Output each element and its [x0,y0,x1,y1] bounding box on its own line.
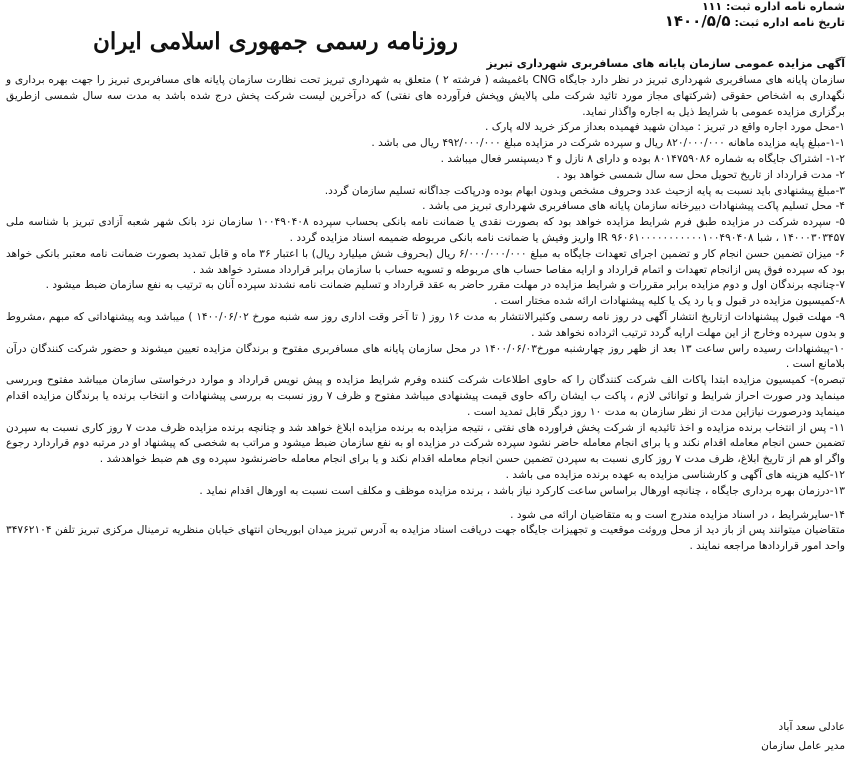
clause-4: ۴- محل تسلیم پاکت پیشنهادات دبیرخانه سازمان پایانه های مسافربری شهرداری تبریز می باشد . [422,200,845,213]
clause-11: ۱۱- پس از انتخاب برنده مزایده و اخذ تائیدیه از شرکت پخش فراورده های نفتی ، نتیجه مزایده به برنده مزایده ابلاغ خواهد شد و چنانچه برنده مزایده ظرف مدت ۷ روز کاری نسبت به سپردن تضمین حسن انجام معامله اقدام نکند و یا برای انجام معامله حاضر نشود سپرده شرکت در مزایده او به نفع سازمان ضبط میشود و مراتب به شخصی که پیشنهاد او در مرتبه دوم قراردارد رجوع واگر او هم از تاریخ ابلاغ، ظرف مدت ۷ روز کاری نسبت به سپردن تضمین حسن انجام معامله اقدام نکند و یا برای انجام معامله حاضرنشود سپرده وی هم ضبط خواهدشد . [6,421,845,466]
intro-paragraph: سازمان پایانه های مسافربری شهرداری تبریز در نظر دارد جایگاه CNG باغمیشه ( فرشته ۲ ) متعلق به شهرداری تبریز تحت نظارت سازمان پایانه های مسافربری تبریز را جهت بهره برداری و نگهداری به اشخاص حقوقی (شرکتهای مجاز مورد تائید شرکت ملی پالایش وپخش فرآورده های نفتی) که درآخرین لیست شرکت پخش درج شده باشد به مدت سه سال شمسی ازطریق برگزاری مزایده عمومی با شرایط ذیل به اجاره واگذار نماید. [6,74,845,118]
registration-info [665,0,845,30]
registration-date-value: ۱۴۰۰/۵/۵ [664,12,731,30]
clause-14: ۱۴-سایرشرایط ، در اسناد مزایده مندرج است و به متقاضیان ارائه می شود . [510,508,845,521]
clause-2: ۲- مدت قرارداد از تاریخ تحویل محل سه سال شمسی خواهد بود . [556,168,845,181]
clause-12: ۱۲-کلیه هزینه های آگهی و کارشناسی مزایده به عهده برنده مزایده می باشد . [505,468,845,481]
registration-number: شماره نامه اداره ثبت: ۱۱۱ [701,0,845,13]
clause-1: ۱-محل مورد اجاره واقع در تبریز : میدان شهید فهمیده بعداز مرکز خرید لاله پارک . [484,121,845,134]
contact-paragraph: متقاضیان میتوانند پس از باز دید از محل وروئت موقعیت و تجهیزات جایگاه جهت دریافت اسناد مزایده به آدرس تبریز میدان ابوریحان انتهای خیابان منظریه ترمینال مرکزی تبریز تلفن ۳۴۷۶۲۱۰۴ واحد امور قراردادها مراجعه نمایند . [6,524,845,553]
clause-5: ۵- سپرده شرکت در مزایده طبق فرم شرایط مزایده خواهد بود که بصورت نقدی یا ضمانت نامه بانکی بحساب سپرده ۱۰۰۴۹۰۴۰۸ سازمان نزد بانک شهر شعبه آزادی تبریز با شناسه ملی ۱۴۰۰۰۳۰۳۴۵۷ ، شبا IR ۹۶۰۶۱۰۰۰۰۰۰۰۰۰۰۰۱۰۰۴۹۰۴۰۸ واریز وفیش یا ضمانت نامه بانکی مربوطه ضمیمه اسناد مزایده گردد . [6,216,845,244]
signature-block [761,718,845,756]
clause-3: ۳-مبلغ پیشنهادی باید نسبت به پایه ازحیث عدد وحروف مشخص وبدون ابهام بوده ودرپاکت جداگانه تسلیم سازمان گردد. [324,184,845,197]
clause-1-1: ۱-۱-مبلغ پایه مزایده ماهانه ۸۲۰/۰۰۰/۰۰۰ ریال و سپرده شرکت در مزایده مبلغ ۴۹۲/۰۰۰/۰۰۰ ریال می باشد . [371,137,845,150]
clause-9: ۹- مهلت قبول پیشنهادات ازتاریخ انتشار آگهی در روز نامه رسمی وکثیرالانتشار به مدت ۱۶ روز ( تا آخر وقت اداری روز سه شنبه مورخ ۱۴۰۰/۰۶/۰۲ ) میباشد وبه پیشنهاداتی که مبهم ،مشروط و بدون سپرده وخارج از این مهلت ارایه گردد ترتیب اثرداده نخواهد شد . [6,310,845,339]
clause-8: ۸-کمیسیون مزایده در قبول و یا رد یک یا کلیه پیشنهادات ارائه شده مختار است . [493,295,845,308]
clause-13: ۱۳-درزمان بهره برداری جایگاه ، چنانچه اورهال براساس ساعت کارکرد نیاز باشد ، برنده مزایده موظف و مکلف است نسبت به اورهال اقدام نماید . [199,484,845,497]
clause-note: تبصره)- کمیسیون مزایده ابتدا پاکات الف شرکت کنندگان را که حاوی اطلاعات شرکت کننده وفرم شرایط مزایده و پیش نویس قرارداد و موارد درخواستی سازمان میباشد مفتوح وبررسی مینماید ودر صورت احراز شرایط و توانائی لازم ، پاکت ب ایشان راکه حاوی قیمت پیشنهادی میباشد مفتوح و ظرف ۷ روز نسبت به بررسی پیشنهادات و انتخاب برنده یا برندگان مزایده اقدام مینماید ودرصورت نیازاین مدت از نظر سازمان به مدت ۱۰ روز دیگر قابل تمدید است . [6,374,845,418]
notice-body [6,73,845,555]
clause-7: ۷-چنانچه برندگان اول و دوم مزایده برابر مقررات و شرایط مزایده در مهلت مقرر حاضر به عقد قرارداد و تسلیم ضمانت نامه نشدند سپرده آنان به ترتیب به نفع سازمان ضبط میشود . [45,279,845,292]
signatory-name: عادلی سعد آباد [778,721,845,733]
newspaper-masthead: روزنامه رسمی جمهوری اسلامی ایران [92,28,458,55]
signatory-title: مدیر عامل سازمان [761,740,845,752]
registration-date-label: تاریخ نامه اداره ثبت: [734,16,845,29]
clause-6: ۶- میزان تضمین حسن انجام کار و تضمین اجرای تعهدات جایگاه به مبلغ ۶/۰۰۰/۰۰۰/۰۰۰ ریال (بحروف شش میلیارد ریال) با اعتبار ۳۶ ماه و قابل تمدید بصورت ضمانت نامه معتبر بانکی خواهد بود که سپرده فوق پس ازانجام تعهدات و اتمام قرارداد و ارایه مفاصا حساب های مربوطه و تسویه حساب با سازمان برابر قرارداد مسترد خواهد شد . [6,247,845,276]
notice-title: آگهی مزایده عمومی سازمان پایانه های مسافربری شهرداری تبریز [486,57,845,70]
clause-10: ۱۰-پیشنهادات رسیده راس ساعت ۱۳ بعد از ظهر روز چهارشنبه مورخ۱۴۰۰/۰۶/۰۳ در محل سازمان پایانه های مسافربری مفتوح و برندگان مزایده تعیین میشوند و حضور شرکت کنندگان درآن بلامانع است . [6,342,845,371]
clause-1-2: ۱-۲- اشتراک جایگاه به شماره ۸۰۱۴۷۵۹۰۸۶ بوده و دارای ۸ نازل و ۴ دیسپنسر فعال میباشد . [440,152,845,165]
paragraph-gap [6,500,845,508]
registration-date-row [665,14,845,30]
